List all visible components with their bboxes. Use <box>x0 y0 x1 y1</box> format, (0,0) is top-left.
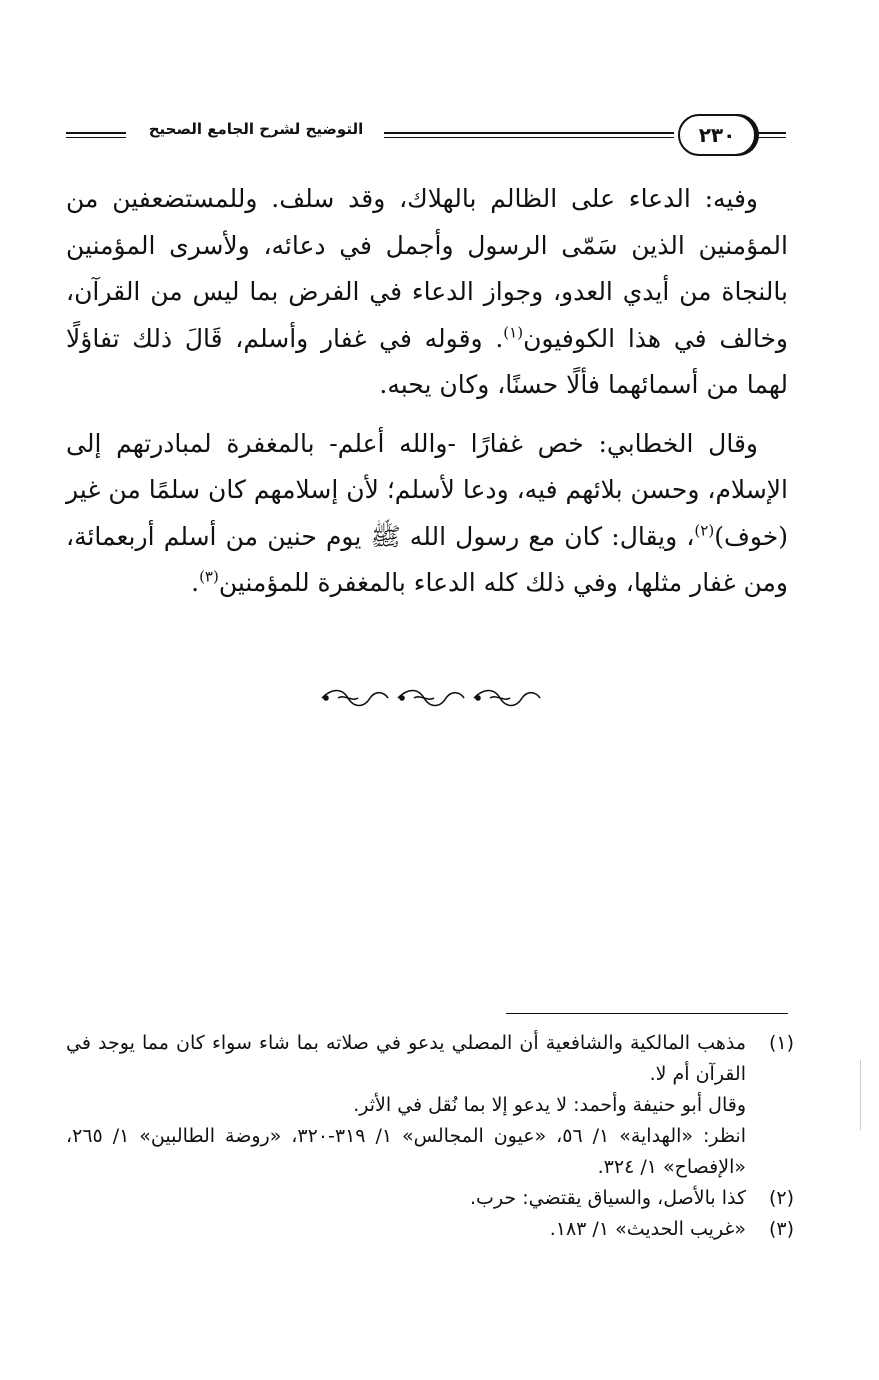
footnotes <box>66 1028 794 1245</box>
footnote-body <box>66 1214 746 1245</box>
footnote-3 <box>66 1214 794 1245</box>
paragraph-2-text-end: . <box>191 568 200 597</box>
header-rule-left <box>66 132 126 138</box>
paragraph-1-text-end: . وقوله في غفار وأسلم، قَالَ ذلك تفاؤلًا لهما من أسمائهما فألًا حسنًا، وكان يحبه. <box>66 323 788 399</box>
ornament-unit-1 <box>322 691 388 706</box>
header-rule-middle <box>384 132 674 138</box>
footnote-number: (٢) <box>768 1187 794 1209</box>
paragraph-2-text: وقال الخطابي: خص غفارًا -والله أعلم- بالمغفرة لمبادرتهم إلى الإسلام، وحسن بلائهم فيه، ودعا لأسلم؛ لأن إسلامهم كان سلمًا من غير (خوف) <box>66 428 788 551</box>
footnote-line: مذهب المالكية والشافعية أن المصلي يدعو في صلاته بما شاء سواء كان مما يوجد في القرآن أم لا. <box>66 1032 746 1085</box>
footnote-line: كذا بالأصل، والسياق يقتضي: حرب. <box>470 1187 746 1209</box>
footnote-line: انظر: «الهداية» ١/ ٥٦، «عيون المجالس» ١/ ٣١٩-٣٢٠، «روضة الطالبين» ١/ ٢٦٥، «الإفصاح» ١/ ٣٢٤. <box>66 1125 746 1178</box>
footnote-body <box>66 1183 746 1214</box>
footnote-ref-1: (١) <box>503 323 524 342</box>
footnote-line: وقال أبو حنيفة وأحمد: لا يدعو إلا بما نُقل في الأثر. <box>353 1094 746 1116</box>
footnote-ref-3: (٣) <box>199 567 219 586</box>
footnote-number: (١) <box>768 1032 794 1054</box>
footnote-number: (٣) <box>768 1218 794 1240</box>
ornament-unit-2 <box>398 691 464 706</box>
main-text <box>66 176 788 619</box>
section-ornament <box>318 684 544 712</box>
footnote-separator <box>506 1013 788 1014</box>
header-rule-right <box>756 132 786 138</box>
footnote-2 <box>66 1183 794 1214</box>
footnote-ref-2: (٢) <box>694 521 715 540</box>
paragraph-2 <box>66 421 788 607</box>
ornament-unit-3 <box>474 691 540 706</box>
paragraph-1 <box>66 176 788 409</box>
page-header <box>66 112 786 162</box>
footnote-1 <box>66 1028 794 1183</box>
page-number: ٢٣٠ <box>678 114 756 156</box>
running-title: التوضيح لشرح الجامع الصحيح <box>148 120 364 138</box>
paragraph-2-text-middle: ، ويقال: كان مع رسول الله ﷺ يوم حنين من أسلم أربعمائة، ومن غفار مثلها، وفي ذلك كله الدعاء بالمغفرة للمؤمنين <box>66 521 788 597</box>
scan-edge-mark <box>860 1060 861 1130</box>
footnote-line: «غريب الحديث» ١/ ١٨٣. <box>549 1218 746 1240</box>
paragraph-1-text: وفيه: الدعاء على الظالم بالهلاك، وقد سلف. وللمستضعفين من المؤمنين الذين سَمّى الرسول وأجمل في دعائه، ولأسرى المؤمنين بالنجاة من أيدي العدو، وجواز الدعاء في الفرض بما ليس من القرآن، وخالف في هذا الكوفيون <box>66 184 788 353</box>
footnote-body <box>66 1028 746 1183</box>
